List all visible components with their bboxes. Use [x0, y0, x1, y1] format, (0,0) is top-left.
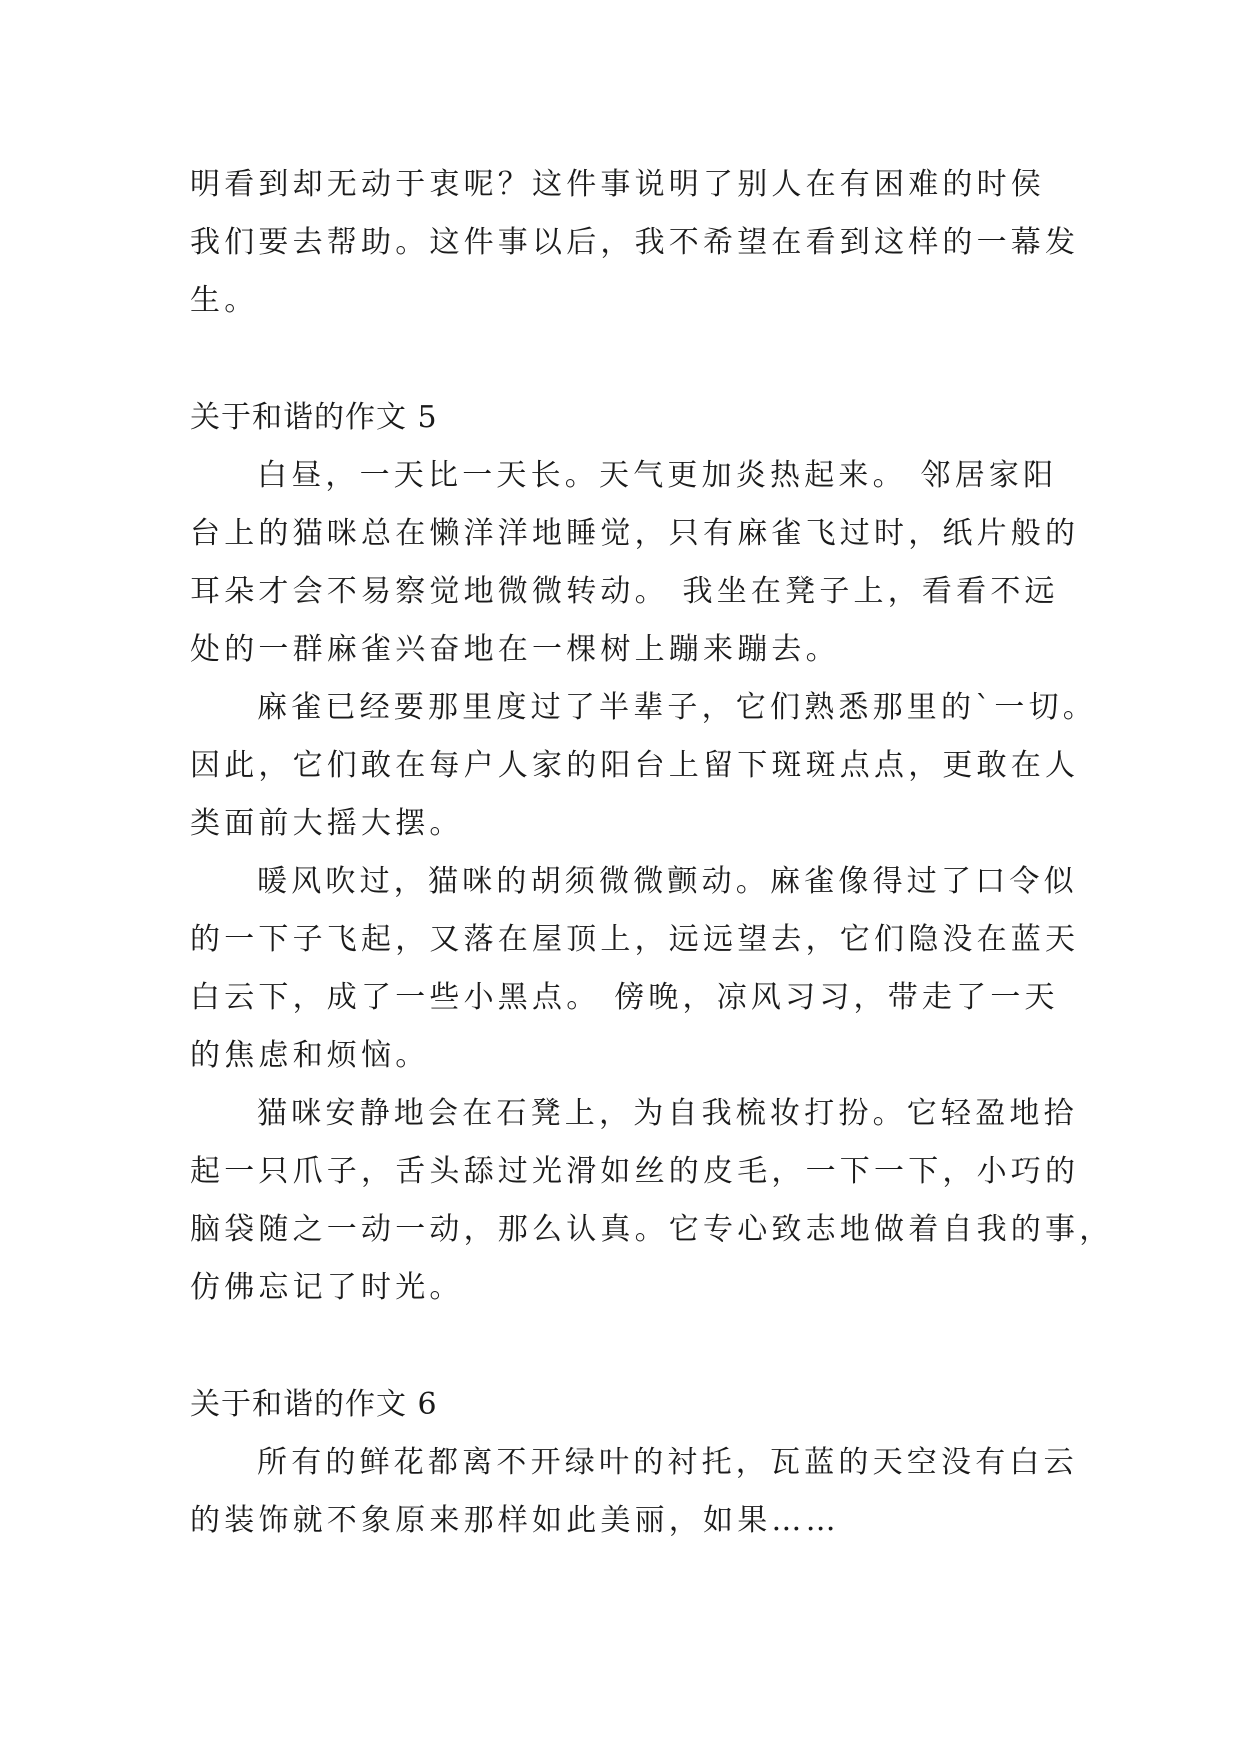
paragraph-line: 麻雀已经要那里度过了半辈子，它们熟悉那里的`一切。	[257, 690, 1097, 725]
paragraph-line: 白昼，一天比一天长。天气更加炎热起来。 邻居家阳	[257, 458, 1058, 493]
paragraph-line: 仿佛忘记了时光。	[190, 1270, 464, 1305]
paragraph-line: 猫咪安静地会在石凳上，为自我梳妆打扮。它轻盈地拾	[257, 1096, 1078, 1131]
paragraph-line: 处的一群麻雀兴奋地在一棵树上蹦来蹦去。	[190, 632, 840, 667]
paragraph-line: 暖风吹过，猫咪的胡须微微颤动。麻雀像得过了口令似	[257, 864, 1078, 899]
paragraph-line: 台上的猫咪总在懒洋洋地睡觉，只有麻雀飞过时，纸片般的	[190, 516, 1080, 551]
paragraph-line: 所有的鲜花都离不开绿叶的衬托，瓦蓝的天空没有白云	[257, 1445, 1078, 1480]
paragraph-line: 明看到却无动于衷呢？这件事说明了别人在有困难的时侯	[190, 167, 1045, 202]
paragraph-line: 我们要去帮助。这件事以后，我不希望在看到这样的一幕发	[190, 225, 1080, 260]
paragraph-line: 的装饰就不象原来那样如此美丽，如果……	[190, 1503, 840, 1538]
paragraph-line: 生。	[190, 283, 259, 318]
paragraph-line: 起一只爪子，舌头舔过光滑如丝的皮毛，一下一下，小巧的	[190, 1154, 1080, 1189]
paragraph-line: 的一下子飞起，又落在屋顶上，远远望去，它们隐没在蓝天	[190, 922, 1080, 957]
paragraph-line: 的焦虑和烦恼。	[190, 1038, 430, 1073]
section-heading: 关于和谐的作文 6	[190, 1387, 438, 1422]
paragraph-line: 类面前大摇大摆。	[190, 806, 464, 841]
paragraph-line: 白云下，成了一些小黑点。 傍晚，凉风习习，带走了一天	[190, 980, 1059, 1015]
paragraph-line: 因此，它们敢在每户人家的阳台上留下斑斑点点，更敢在人	[190, 748, 1080, 783]
paragraph-line: 脑袋随之一动一动，那么认真。它专心致志地做着自我的事，	[190, 1212, 1114, 1247]
paragraph-line: 耳朵才会不易察觉地微微转动。 我坐在凳子上，看看不远	[190, 574, 1059, 609]
section-heading: 关于和谐的作文 5	[190, 400, 438, 435]
